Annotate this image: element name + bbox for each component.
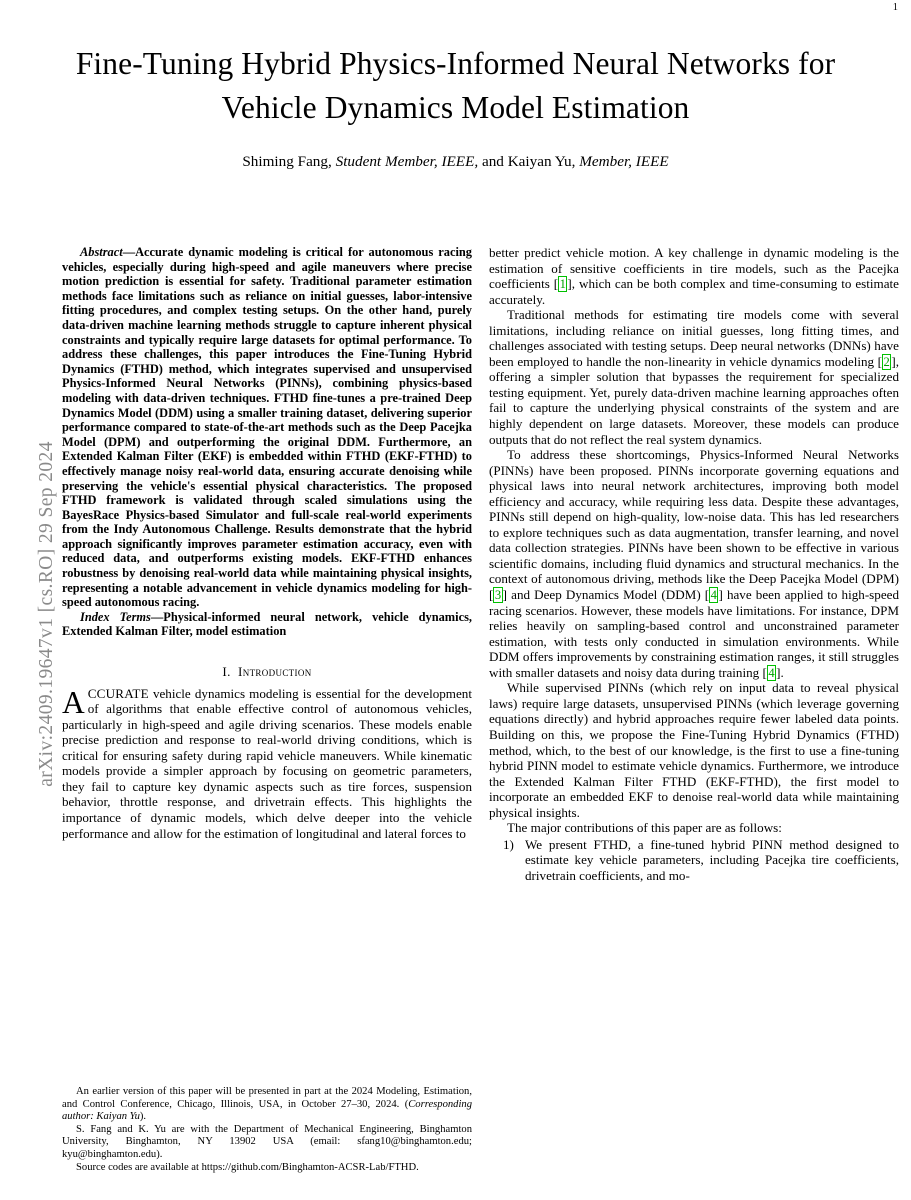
- body-paragraph-5: While supervised PINNs (which rely on input data to reveal physical laws) require large datasets, unsupervised PINNs (which leverage governing equations directly) and hybrid approaches require fewer labeled data points. Building on this, we propose the Fine-Tuning Hybrid Dynamics (FTHD) method, which, to the best of our knowledge, is the first to use a fine-tuning hybrid PINN model to estimate vehicle dynamics. Furthermore, we introduce the Extended Kalman Filter FTHD (EKF-FTHD), the first model to incorporate an embedded EKF to denoise real-world data while maintaining physical insights.: [489, 680, 899, 820]
- page-title: Fine-Tuning Hybrid Physics-Informed Neural Networks for Vehicle Dynamics Model Estimation: [75, 46, 836, 125]
- body-paragraph-3: Traditional methods for estimating tire models come with several limitations, including reliance on initial guesses, long fitting times, and challenges associated with testing setups. Deep neural networks (DNNs) have been employed to handle the non-linearity in vehicle dynamics modeling [ 2 ], offering a simpler solution that bypasses the requirement for specialized testing equipment. Yet, purely data-driven machine learning approaches often fail to capture the underlying physical constraints of the system and are highly dependent on large datasets. Moreover, these models can produce outputs that do not reflect the real system dynamics.: [489, 307, 899, 447]
- arxiv-identifier-stamp: arXiv:2409.19647v1 [cs.RO] 29 Sep 2024: [36, 441, 57, 787]
- citation-link-4[interactable]: 4: [710, 588, 717, 603]
- right-column: [489, 245, 899, 883]
- citation-link-2[interactable]: 2: [883, 354, 890, 369]
- left-column: [62, 245, 472, 841]
- author-list: [62, 152, 849, 172]
- intro-paragraph-1: [62, 686, 472, 841]
- footnote-earlier-version: [62, 1086, 472, 1124]
- author-two-membership: Member, IEEE: [579, 153, 669, 170]
- body-paragraph-4-part-c: have been applied to high-speed racing scenarios. However, these models have limitations. For instance, DPM relies heavily on sampling-based control and unconstrained parameter estimation, with tests only conducted in simulation environments. While DDM offers improvements by constraining estimation ranges, it still struggles with smaller datasets and noisy data during training: [489, 587, 899, 680]
- footnote-source-code: Source codes are available at https://github.com/Binghamton-ACSR-Lab/FTHD.: [76, 1161, 419, 1173]
- abstract-dash: —: [122, 245, 136, 259]
- contributions-lead-in: The major contributions of this paper are as follows:: [507, 820, 782, 836]
- page-number: 1: [892, 2, 898, 13]
- index-terms-paragraph: [62, 610, 472, 639]
- list-item-marker: 1): [503, 836, 514, 852]
- footnote-author-affiliation: S. Fang and K. Yu are with the Department of Mechanical Engineering, Binghamton University, Binghamton, NY 13902 USA (email: sfang10@binghamton.edu; kyu@binghamton.edu).: [62, 1123, 472, 1160]
- index-terms-dash: —: [150, 609, 164, 624]
- citation-link-5[interactable]: 4: [768, 665, 775, 680]
- intro-paragraph-1-text: vehicle dynamics modeling is essential for the development of algorithms that enable effective control of autonomous vehicles, particularly in high-speed and agile driving scenarios. These models enable precise prediction and response to real-world driving conditions, which is critical for ensuring safety during rapid vehicle maneuvers. While kinematic models provide a simpler approach by focusing on geometric parameters, they fail to capture key dynamic aspects such as tire forces, suspension behavior, throttle response, and drivetrain effects. This highlights the importance of dynamic models, which delve deeper into the vehicle performance and allow for the estimation of longitudinal and lateral forces to: [62, 685, 472, 841]
- footnote-block: [62, 1086, 472, 1174]
- drop-cap-letter: A: [62, 684, 85, 720]
- author-one-name: Shiming Fang,: [242, 153, 332, 170]
- abstract-text: Accurate dynamic modeling is critical for autonomous racing vehicles, especially during high-speed and agile maneuvers where precise motion prediction is essential for safety. Traditional parameter estimation methods face limitations such as reliance on initial guesses, labor-intensive fitting procedures, and complex testing setups. On the other hand, purely data-driven machine learning methods struggle to capture inherent physical constraints and typically require large datasets for optimal performance. To address these challenges, this paper introduces the Fine-Tuning Hybrid Dynamics (FTHD) method, which integrates supervised and unsupervised Physics-Informed Neural Networks (PINNs), combining physics-based modeling with data-driven techniques. FTHD fine-tunes a pre-trained Deep Dynamics Model (DDM) using a smaller training dataset, delivering superior performance compared to state-of-the-art methods such as the Deep Pacejka Model (DPM) and outperforming the original DDM. Furthermore, an Extended Kalman Filter (EKF) is embedded within FTHD (EKF-FTHD) to effectively manage noisy real-world data, ensuring accurate denoising while preserving the vehicle's essential physical characteristics. The proposed FTHD framework is validated through scaled simulations using the BayesRace Physics-based Simulator and full-scale real-world experiments from the Indy Autonomous Challenge. Results demonstrate that the hybrid approach significantly improves parameter estimation accuracy, even with reduced data, and outperforms existing models. EKF-FTHD enhances robustness by denoising real-world data while maintaining physical insights, representing a notable advancement in vehicle dynamics modeling for high-speed autonomous racing.: [62, 245, 472, 610]
- contributions-list: [489, 837, 899, 884]
- body-paragraph-2-part-a: better predict vehicle motion. A key challenge in dynamic modeling is the estimation of sensitive coefficients in tire models, such as the Pacejka coefficients: [489, 245, 899, 292]
- author-one-membership: Student Member, IEEE,: [335, 153, 479, 170]
- section-numeral: I.: [222, 664, 231, 680]
- abstract-label: Abstract: [80, 245, 123, 259]
- footnote-1-part-b: ).: [139, 1111, 147, 1123]
- body-paragraph-4-part-a: To address these shortcomings, Physics-Informed Neural Networks (PINNs) have been proposed. PINNs incorporate governing equations and physical laws into neural network architectures, improving both model efficiency and accuracy, while requiring less data. Despite these advantages, PINNs still depend on high-quality, low-noise data. This has led researchers to explore techniques such as data augmentation, transfer learning, and novel data collection strategies. PINNs have been shown to be effective in various scientific domains, including fluid dynamics and structural mechanics. In the context of autonomous driving, methods like the Deep Pacejka Model (DPM): [489, 447, 899, 587]
- author-conjunction: and: [481, 153, 504, 170]
- list-item-text: We present FTHD, a fine-tuned hybrid PINN method designed to estimate key vehicle parameters, including Pacejka tire coefficients, drivetrain coefficients, and mo-: [525, 836, 899, 883]
- body-paragraph-2-part-b: , which can be both complex and time-consuming to estimate accurately.: [489, 276, 899, 307]
- intro-small-caps-word: CCURATE: [87, 685, 149, 701]
- body-paragraph-4-part-d: .: [780, 664, 784, 680]
- citation-link-1[interactable]: 1: [559, 277, 566, 292]
- author-two-name: Kaiyan Yu,: [507, 153, 576, 170]
- abstract-paragraph: [62, 245, 472, 610]
- citation-link-3[interactable]: 3: [494, 588, 502, 603]
- body-paragraph-3-part-b: , offering a simpler solution that bypasses the requirement for specialized testing equipment. Yet, purely data-driven machine learning approaches often fail to capture the underlying physical constraints of the system and are highly dependent on large datasets. Moreover, these models can produce outputs that do not reflect the real system dynamics.: [489, 353, 899, 447]
- body-paragraph-3-part-a: Traditional methods for estimating tire models come with several limitations, including reliance on initial guesses, long fitting times, and challenges associated with testing setups. Deep neural networks (DNNs) have been employed to handle the non-linearity in vehicle dynamics modeling: [489, 307, 899, 369]
- index-terms-text: Physical-informed neural network, vehicle dynamics, Extended Kalman Filter, model estimation: [62, 609, 472, 639]
- section-title: Introduction: [238, 664, 312, 680]
- body-paragraph-2: better predict vehicle motion. A key challenge in dynamic modeling is the estimation of sensitive coefficients in tire models, such as the Pacejka coefficients [ 1 ], which can be both complex and time-consuming to estimate accurately.: [489, 245, 899, 307]
- title-block: [62, 42, 849, 172]
- index-terms-label: Index Terms: [80, 609, 151, 624]
- body-paragraph-4: To address these shortcomings, Physics-Informed Neural Networks (PINNs) have been proposed. PINNs incorporate governing equations and physical laws into neural network architectures, improving both model efficiency and accuracy, while requiring less data. Despite these advantages, PINNs still depend on high-quality, low-noise data. This has led researchers to explore techniques such as data augmentation, transfer learning, and novel data collection strategies. PINNs have been shown to be effective in various scientific domains, including fluid dynamics and structural mechanics. In the context of autonomous driving, methods like the Deep Pacejka Model (DPM) [ 3 ] and Deep Dynamics Model (DDM) [ 4 ] have been applied to high-speed racing scenarios. However, these models have limitations. For instance, DPM relies heavily on sampling-based control and unconstrained parameter estimation, with tests only conducted in simulation environments. While DDM offers improvements by constraining estimation ranges, it still struggles with smaller datasets and noisy data during training [ 4 ].: [489, 447, 899, 680]
- list-item: [489, 837, 899, 884]
- body-paragraph-4-part-b: and Deep Dynamics Model (DDM): [507, 587, 705, 603]
- footnote-1-part-a: An earlier version of this paper will be presented in part at the 2024 Modeling, Estimation, and Control Conference, Chicago, Illinois, USA, in October 27–30, 2024. (: [62, 1086, 472, 1110]
- section-heading-introduction: [62, 664, 472, 680]
- footnote-1-corresponding-author: Corresponding author: Kaiyan Yu: [62, 1098, 472, 1123]
